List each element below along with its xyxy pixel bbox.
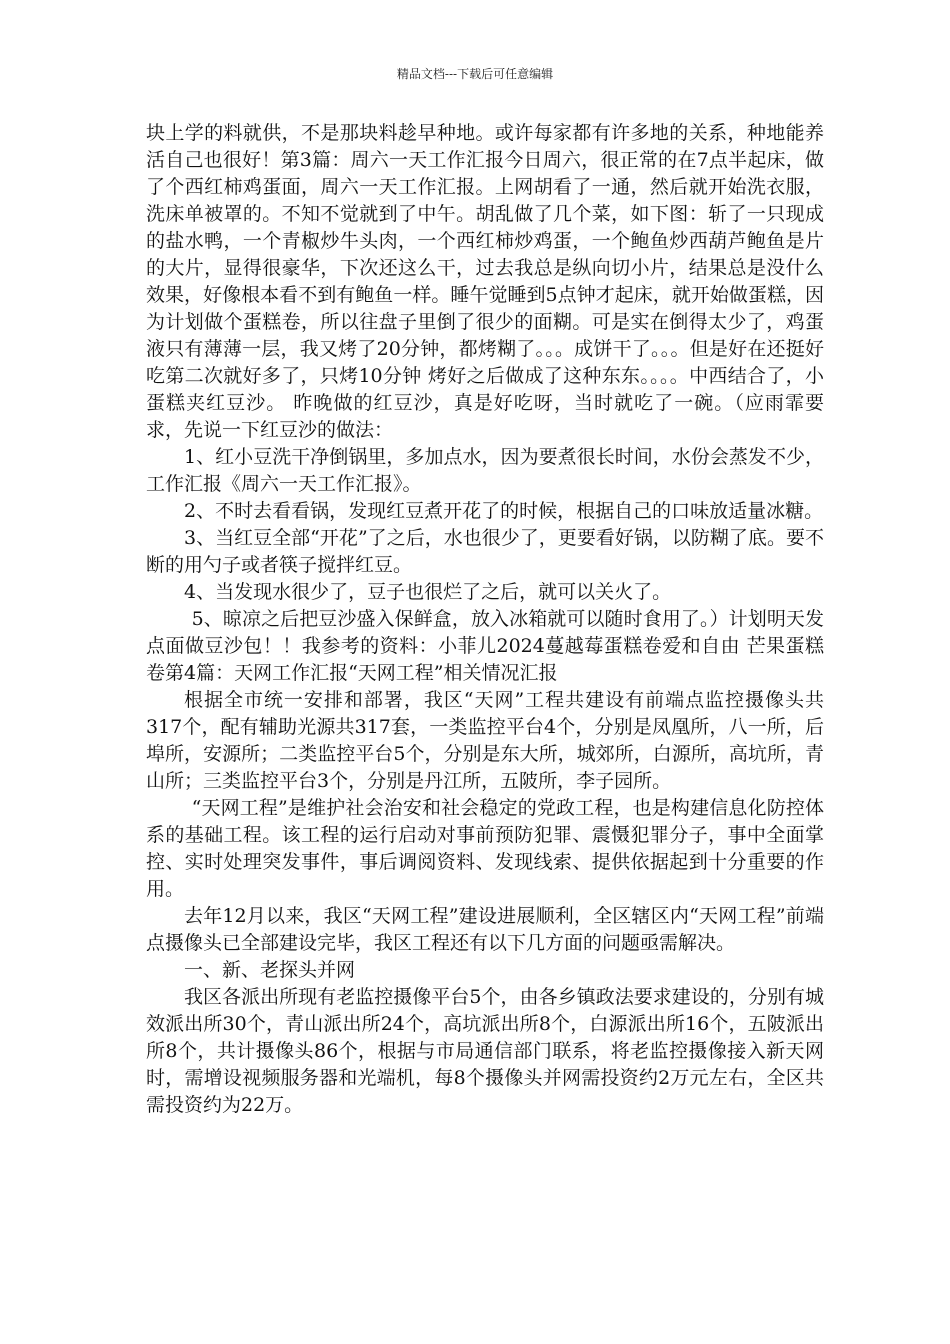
paragraph-camera-merge: 我区各派出所现有老监控摄像平台5个，由各乡镇政法要求建设的，分别有城效派出所30个，青山派出所24个，高坑派出所8个，白源派出所16个，五陂派出所8个，共计摄像头86个，根据与市局通信部门联系，将老监控摄像接入新天网时，需增设视频服务器和光端机，每8个摄像头并网需投资约2万元左右，全区共需投资约为22万。	[146, 986, 824, 1116]
paragraph-step-2: 2、不时去看看锅，发现红豆煮开花了的时候，根据自己的口味放适量冰糖。	[184, 500, 824, 522]
paragraph-skynet-purpose: “天网工程”是维护社会治安和社会稳定的党政工程，也是构建信息化防控体系的基础工程。该工程的运行启动对事前预防犯罪、震慑犯罪分子，事中全面掌控、实时处理突发事件，事后调阅资料、发现线索、提供依据起到十分重要的作用。	[146, 797, 824, 900]
paragraph-step-4: 4、当发现水很少了，豆子也很烂了之后，就可以关火了。	[184, 581, 672, 603]
paragraph-weekend-report: 块上学的料就供，不是那块料趁早种地。或许每家都有许多地的关系，种地能养活自己也很好！第3篇：周六一天工作汇报今日周六，很正常的在7点半起床，做了个西红柿鸡蛋面，周六一天工作汇报。上网胡看了一通，然后就开始洗衣服，洗床单被罩的。不知不觉就到了中午。胡乱做了几个菜，如下图：斩了一只现成的盐水鸭，一个青椒炒牛头肉，一个西红柿炒鸡蛋，一个鲍鱼炒西葫芦鲍鱼是片的大片，显得很豪华，下次还这么干，过去我总是纵向切小片，结果总是没什么效果，好像根本看不到有鲍鱼一样。睡午觉睡到5点钟才起床，就开始做蛋糕，因为计划做个蛋糕卷，所以往盘子里倒了很少的面糊。可是实在倒得太少了，鸡蛋液只有薄薄一层，我又烤了20分钟，都烤糊了。。。成饼干了。。。但是好在还挺好吃第二次就好多了，只烤10分钟 烤好之后做成了这种东东。。。。中西结合了，小蛋糕夹红豆沙。 昨晚做的红豆沙，真是好吃呀，当时就吃了一碗。（应雨霏要求，先说一下红豆沙的做法：	[146, 122, 824, 441]
paragraph-step-1: 1、红小豆洗干净倒锅里，多加点水，因为要煮很长时间，水份会蒸发不少，工作汇报《周六一天工作汇报》。	[146, 446, 824, 495]
paragraph-step-3: 3、当红豆全部“开花”了之后，水也很少了，更要看好锅，以防糊了底。要不断的用勺子或者筷子搅拌红豆。	[146, 527, 824, 576]
section-heading-camera-merge: 一、新、老探头并网	[184, 959, 356, 981]
paragraph-skynet-overview: 根据全市统一安排和部署，我区“天网”工程共建设有前端点监控摄像头共317个，配有辅助光源共317套，一类监控平台4个，分别是凤凰所，八一所，后埠所，安源所；二类监控平台5个，分别是东大所，城郊所，白源所，高坑所，青山所；三类监控平台3个，分别是丹江所，五陂所，李子园所。	[146, 689, 824, 792]
document-body	[146, 120, 824, 1119]
paragraph-step-5: 5、晾凉之后把豆沙盛入保鲜盒，放入冰箱就可以随时食用了。）计划明天发点面做豆沙包！！我参考的资料：小菲儿2024蔓越莓蛋糕卷爱和自由 芒果蛋糕卷第4篇：天网工作汇报“天网工程”相关情况汇报	[146, 608, 824, 684]
paragraph-skynet-progress: 去年12月以来，我区“天网工程”建设进展顺利，全区辖区内“天网工程”前端点摄像头已全部建设完毕，我区工程还有以下几方面的问题亟需解决。	[146, 905, 824, 954]
page-header: 精品文档---下载后可任意编辑	[396, 67, 554, 81]
